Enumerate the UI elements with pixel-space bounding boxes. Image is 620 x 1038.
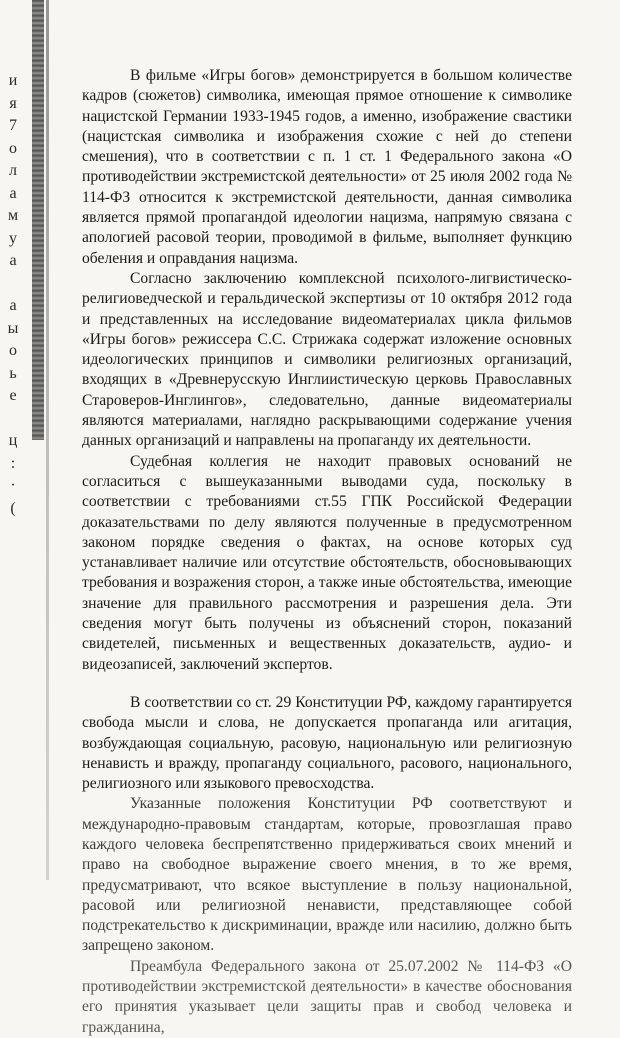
margin-letter: ы (7, 319, 19, 337)
margin-letter: л (9, 162, 17, 179)
margin-letter (2, 408, 24, 431)
document-body (82, 66, 572, 1038)
paragraph-swastika-symbolism: В фильме «Игры богов» демонстрируется в большом количестве кадров (сюжетов) символика, имеющая прямое отношение к символике нацистской Германии 1933-1945 годов, а именно, изображение свастики (нацистская символика и изображения схожие с ней до степени смешения), что в соответствии с п. 1 ст. 1 Федерального закона «О противодействии экстремистской деятельности» от 25 июля 2002 года № 114-ФЗ относится к экстремистской деятельности, данная символика является прямой пропагандой идеологии нацизма, напрямую связана с апологией расовой теории, проводимой в фильме, выполняет функцию обеления и оправдания нацизма. (82, 67, 572, 267)
margin-letter: а (9, 297, 17, 314)
margin-letter: е (9, 387, 17, 404)
scan-binding-edge (32, 0, 44, 440)
paragraph-constitution-article-29: В соответствии со ст. 29 Конституции РФ, каждому гарантируется свобода мысли и слова, не допускается пропаганда или агитация, возбуждающая социальную, расовую, национальную или религиозную ненависть и вражду, пропаганду социального, расового, национального, религиозного или языкового превосходства. (82, 693, 572, 793)
margin-letter: я (9, 94, 17, 112)
margin-letter: и (8, 72, 18, 89)
margin-letter: 7 (9, 117, 17, 134)
paragraph-federal-law-preamble: Преамбула Федерального закона от 25.07.2002 № 114-ФЗ «О противодействии экстремистской деятельности» в качестве обоснования его принятия указывает цели защиты прав и свобод человека и гражданина, (82, 957, 572, 1036)
margin-letter: м (7, 207, 19, 224)
paragraph-gap (82, 675, 572, 693)
paragraph-international-standards: Указанные положения Конституции РФ соответствуют и международно-правовым стандартам, которые, провозглашая право каждого человека беспрепятственно придерживаться своих мнений и право на свободное выражение своего мнения, в то же время, предусматривают, что всякое выступление в пользу национальной, расовой или религиозной ненависти, представляющее собой подстрекательство к дискриминации, вражде или насилию, должно быть запрещено законом. (82, 795, 572, 955)
scan-margin-line (46, 0, 49, 880)
margin-letter: ь (9, 364, 17, 382)
margin-letter: о (9, 139, 17, 157)
margin-letter: о (9, 342, 17, 359)
margin-letter: а (9, 252, 17, 269)
margin-letter: ( (10, 499, 16, 517)
margin-letter: · (10, 477, 16, 494)
margin-letter: а (9, 184, 17, 202)
margin-letter: у (9, 229, 17, 247)
paragraph-expert-conclusion: Согласно заключению комплексной психолого-лигвистическо-религиоведческой и геральдической экспертизы от 10 октября 2012 года и представленных на исследование видеоматериалах цикла фильмов «Игры богов» режиссера С.С. Стрижака содержат изложение основных идеологических принципов и символики религиозных организаций, входящих в «Древнерусскую Инглиистическую церковь Православных Староверов-Инглингов», следовательно, данные видеоматериалы являются материалами, наглядно раскрывающими содержание учения данных организаций и направлены на пропаганду их деятельности. (82, 269, 572, 450)
margin-letter: ц (8, 432, 18, 449)
margin-letter (2, 273, 24, 296)
paragraph-court-evidence: Судебная коллегия не находит правовых оснований не согласиться с вышеуказанными выводами суда, поскольку в соответствии с требованиями ст.55 ГПК Российской Федерации доказательствами по делу являются полученные в предусмотренном законом порядке сведения о фактах, на основе которых суд устанавливает наличие или отсутствие обстоятельств, обосновывающих требования и возражения сторон, а также иные обстоятельства, имеющие значение для правильного рассмотрения и разрешения дела. Эти сведения могут быть получены из объяснений сторон, показаний свидетелей, письменных и вещественных доказательств, аудио- и видеозаписей, заключений экспертов. (82, 452, 572, 673)
margin-letter: : (10, 454, 16, 472)
margin-stamp-letters (2, 70, 24, 520)
